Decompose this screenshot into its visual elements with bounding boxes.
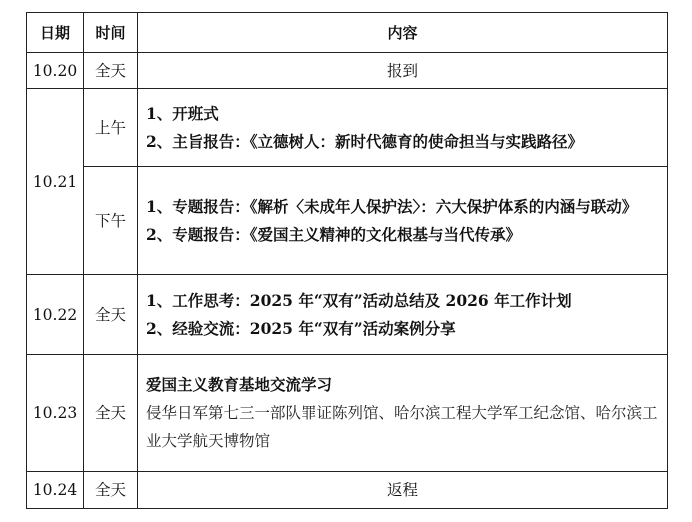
content-cell bbox=[138, 275, 668, 355]
date-cell: 10.22 bbox=[27, 275, 84, 355]
content-line: 1、工作思考：2025 年“双有”活动总结及 2026 年工作计划 bbox=[146, 290, 572, 310]
content-cell bbox=[138, 355, 668, 472]
time-cell: 上午 bbox=[84, 89, 138, 167]
content-line: 1、开班式 bbox=[146, 103, 219, 123]
header-row bbox=[27, 13, 668, 53]
time-cell: 全天 bbox=[84, 472, 138, 509]
date-cell: 10.20 bbox=[27, 53, 84, 89]
header-time: 时间 bbox=[84, 13, 138, 53]
content-line: 2、经验交流：2025 年“双有”活动案例分享 bbox=[146, 318, 456, 338]
table-row bbox=[27, 355, 668, 472]
table-row bbox=[27, 53, 668, 89]
time-cell: 下午 bbox=[84, 167, 138, 275]
content-cell: 返程 bbox=[138, 472, 668, 509]
schedule-table bbox=[26, 12, 668, 509]
time-cell: 全天 bbox=[84, 355, 138, 472]
table-row bbox=[27, 89, 668, 167]
header-content: 内容 bbox=[138, 13, 668, 53]
table-row bbox=[27, 167, 668, 275]
time-cell: 全天 bbox=[84, 275, 138, 355]
content-cell: 报到 bbox=[138, 53, 668, 89]
time-cell: 全天 bbox=[84, 53, 138, 89]
content-title: 爱国主义教育基地交流学习 bbox=[146, 375, 333, 394]
date-cell: 10.23 bbox=[27, 355, 84, 472]
table-row bbox=[27, 275, 668, 355]
content-cell bbox=[138, 167, 668, 275]
content-detail: 侵华日军第七三一部队罪证陈列馆、哈尔滨工程大学军工纪念馆、哈尔滨工业大学航天博物馆 bbox=[146, 404, 658, 450]
content-cell bbox=[138, 89, 668, 167]
content-line: 1、专题报告：《解析〈未成年人保护法〉：六大保护体系的内涵与联动》 bbox=[146, 196, 638, 216]
header-date: 日期 bbox=[27, 13, 84, 53]
date-cell: 10.21 bbox=[27, 89, 84, 275]
content-line: 2、主旨报告：《立德树人：新时代德育的使命担当与实践路径》 bbox=[146, 131, 584, 151]
table-row bbox=[27, 472, 668, 509]
date-cell: 10.24 bbox=[27, 472, 84, 509]
content-line: 2、专题报告：《爱国主义精神的文化根基与当代传承》 bbox=[146, 224, 522, 244]
